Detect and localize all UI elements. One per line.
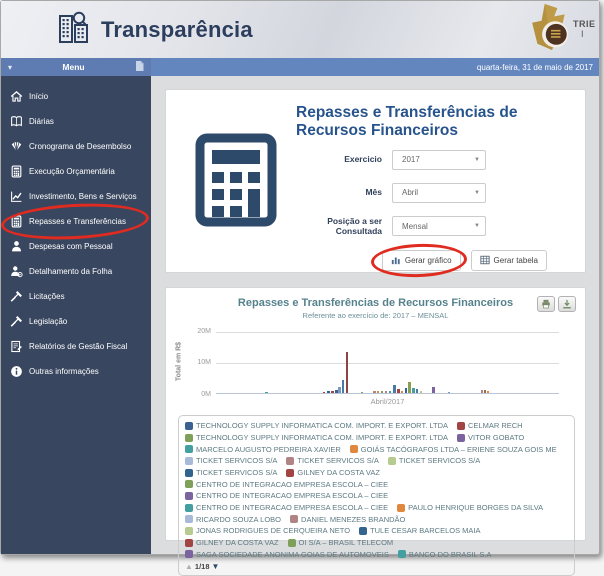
chart-bar — [323, 392, 326, 393]
generate-chart-button[interactable]: Gerar gráfico — [382, 250, 461, 271]
legend-swatch-icon — [185, 445, 193, 453]
chart-bar — [389, 391, 392, 393]
sidebar-item-label: Outras informações — [29, 367, 99, 376]
buildings-search-icon — [57, 9, 91, 50]
field-label: Posição a ser Consultada — [327, 215, 382, 237]
chart-bar — [327, 391, 330, 393]
chart-title: Repasses e Transferências de Recursos Financeiros — [237, 297, 514, 309]
chart-bar — [412, 388, 415, 393]
legend-label: TECHNOLOGY SUPPLY INFORMATICA COM. IMPORT. E EXPORT. LTDA — [196, 433, 448, 443]
legend-label: CELMAR RECH — [468, 421, 523, 431]
legend-swatch-icon — [185, 504, 193, 512]
form-title: Repasses e Transferências de Recursos Financeiros — [296, 104, 518, 139]
legend-item[interactable] — [397, 502, 543, 513]
legend-label: MARCELO AUGUSTO PEDREIRA XAVIER — [196, 444, 341, 454]
menu-title: Menu — [62, 62, 85, 72]
legend-label: TICKET SERVICOS S/A — [297, 456, 379, 466]
legend-swatch-icon — [290, 515, 298, 523]
legend-swatch-icon — [185, 515, 193, 523]
legend-label: PAULO HENRIQUE BORGES DA SILVA — [408, 502, 544, 512]
sidebar-item-despesas-com-pessoal[interactable] — [1, 234, 151, 259]
org-logo-text: TRIE I — [573, 18, 596, 39]
chart-bar — [331, 391, 334, 393]
main-content — [151, 76, 599, 571]
legend-item[interactable] — [185, 420, 448, 431]
query-form-panel — [165, 89, 586, 273]
sidebar-header[interactable] — [1, 58, 151, 76]
print-chart-button[interactable] — [537, 296, 555, 312]
chart-bar — [361, 392, 364, 393]
chart-plot — [197, 328, 559, 398]
select-arrow-icon: ▼ — [474, 156, 480, 163]
legend-label: TICKET SERVICOS S/A — [196, 456, 278, 466]
chart-bar — [377, 391, 380, 393]
legend-item[interactable] — [185, 490, 388, 501]
legend-swatch-icon — [288, 539, 296, 547]
sidebar-item-outras-informacoes[interactable] — [1, 359, 151, 384]
legend-item[interactable] — [398, 549, 492, 560]
legend-swatch-icon — [185, 539, 193, 547]
table-icon — [480, 255, 490, 265]
legend-swatch-icon — [286, 469, 294, 477]
calculator-icon — [176, 102, 296, 271]
legend-label: DANIEL MENEZES BRANDÃO — [301, 514, 406, 524]
legend-item[interactable] — [359, 525, 480, 536]
legend-label: CENTRO DE INTEGRACAO EMPRESA ESCOLA – CIEE — [196, 502, 389, 512]
sidebar-item-label: Cronograma de Desembolso — [29, 142, 132, 151]
chevron-down-icon[interactable]: ▾ — [8, 62, 13, 72]
legend-item[interactable] — [457, 420, 523, 431]
legend-swatch-icon — [398, 550, 406, 558]
y-axis-label: Total em R$ — [175, 341, 183, 382]
chart-bar — [401, 391, 404, 393]
printer-icon — [541, 299, 551, 309]
info-icon — [10, 365, 23, 378]
legend-swatch-icon — [397, 504, 405, 512]
gavel-icon — [10, 290, 23, 303]
legend-item[interactable] — [185, 479, 388, 490]
sidebar-item-repasses-e-transferencias[interactable] — [1, 209, 151, 234]
sidebar-item-label: Legislação — [29, 317, 68, 326]
chart-bar — [338, 387, 341, 393]
legend-label: GILNEY DA COSTA VAZ — [297, 467, 380, 477]
current-date: quarta-feira, 31 de maio de 2017 — [476, 62, 593, 72]
org-logo — [529, 2, 603, 57]
legend-swatch-icon — [457, 422, 465, 430]
chart-panel — [165, 287, 586, 571]
sidebar-item-execucao-orcamentaria[interactable] — [1, 159, 151, 184]
legend-label: VITOR GOBATO — [468, 433, 525, 443]
legend-swatch-icon — [286, 457, 294, 465]
legend-item[interactable] — [185, 455, 277, 466]
sidebar-item-licitacoes[interactable] — [1, 284, 151, 309]
legend-item[interactable] — [185, 525, 350, 536]
legend-label: TULE CESAR BARCELOS MAIA — [370, 526, 481, 536]
legend-item[interactable] — [185, 432, 448, 443]
select-value: Abril — [402, 188, 419, 198]
legend-label: TECHNOLOGY SUPPLY INFORMATICA COM. IMPORT. E EXPORT. LTDA — [196, 421, 448, 431]
sidebar-item-label: Início — [29, 92, 49, 101]
legend-label: JONAS RODRIGUES DE CERQUEIRA NETO — [196, 526, 351, 536]
legend-swatch-icon — [185, 457, 193, 465]
legend-swatch-icon — [185, 434, 193, 442]
y-tick: 0M — [201, 391, 211, 398]
form-row-posicao-a-ser-consultada — [296, 216, 575, 237]
select-value: 2017 — [402, 155, 420, 165]
legend-item[interactable] — [185, 537, 279, 548]
legend-swatch-icon — [457, 434, 465, 442]
report-icon — [10, 340, 23, 353]
field-label: Exercicio — [344, 154, 382, 165]
y-tick: 10M — [197, 359, 211, 366]
sidebar-item-label: Diárias — [29, 117, 54, 126]
chart-bar — [487, 391, 490, 393]
legend-pager — [185, 561, 568, 572]
book-icon — [10, 115, 23, 128]
sidebar-item-label: Investimento, Bens e Serviços — [29, 192, 137, 201]
chart-bar — [373, 391, 376, 393]
legend-item[interactable] — [185, 444, 341, 455]
chart-subtitle: Referente ao exercício de: 2017 – MENSAL — [302, 311, 449, 320]
app-header — [1, 1, 599, 58]
legend-label: TICKET SERVICOS S/A — [398, 456, 481, 466]
download-chart-button[interactable] — [558, 296, 576, 312]
legend-item[interactable] — [185, 549, 389, 560]
legend-page-down-icon[interactable]: ▼ — [211, 561, 220, 571]
legend-label: CENTRO DE INTEGRACAO EMPRESA ESCOLA – CIEE — [196, 479, 389, 489]
chart-bar — [408, 382, 411, 393]
y-tick: 20M — [197, 328, 211, 335]
sidebar-item-label: Repasses e Transferências — [29, 217, 126, 226]
legend-label: BANCO DO BRASIL S.A — [408, 549, 492, 559]
sidebar-item-cronograma-de-desembolso[interactable] — [1, 134, 151, 159]
chart-bar — [346, 352, 349, 393]
sidebar-item-label: Relatórios de Gestão Fiscal — [29, 342, 128, 351]
legend-page-up-icon[interactable]: ▲ — [185, 561, 193, 571]
legend-swatch-icon — [359, 527, 367, 535]
legend-item[interactable] — [350, 444, 557, 455]
mes-select[interactable] — [392, 183, 486, 203]
form-row-mes — [296, 183, 575, 203]
x-axis-label: Abril/2017 — [370, 397, 405, 406]
chart-bar — [393, 385, 396, 393]
chart-legend — [178, 415, 575, 576]
exercicio-select[interactable] — [392, 150, 486, 170]
chart-bar — [416, 389, 419, 393]
chart-bar — [405, 388, 408, 393]
form-fields — [296, 150, 575, 237]
chart-bar — [420, 391, 423, 393]
sidebar-item-investimento-bens-e-servicos[interactable] — [1, 184, 151, 209]
legend-item[interactable] — [286, 467, 380, 478]
sidebar-item-detalhamento-da-folha[interactable] — [1, 259, 151, 284]
chart-line-icon — [10, 190, 23, 203]
page-title: Transparência — [101, 16, 253, 42]
legend-swatch-icon — [185, 422, 193, 430]
sidebar-item-label: Execução Orçamentária — [29, 167, 115, 176]
legend-label: GILNEY DA COSTA VAZ — [196, 537, 279, 547]
sidebar-item-label: Despesas com Pessoal — [29, 242, 113, 251]
posicao-a-ser-consultada-select[interactable] — [392, 216, 486, 236]
legend-swatch-icon — [185, 469, 193, 477]
legend-item[interactable] — [286, 455, 378, 466]
sidebar-item-diarias[interactable] — [1, 109, 151, 134]
generate-table-button[interactable]: Gerar tabela — [471, 250, 547, 271]
calculator-icon — [10, 165, 23, 178]
download-icon — [562, 299, 572, 309]
legend-label: OI S/A – BRASIL TELECOM — [298, 537, 394, 547]
legend-swatch-icon — [185, 492, 193, 500]
legend-item[interactable] — [185, 514, 281, 525]
legend-label: CENTRO DE INTEGRACAO EMPRESA ESCOLA – CIEE — [196, 491, 389, 501]
sidebar-item-relatorios-de-gestao-fiscal[interactable] — [1, 334, 151, 359]
chart-bar — [342, 380, 345, 393]
select-value: Mensal — [402, 221, 428, 231]
legend-label: RICARDO SOUZA LOBO — [196, 514, 282, 524]
chart-bar — [397, 389, 400, 393]
sidebar-item-legislacao[interactable] — [1, 309, 151, 334]
select-arrow-icon: ▼ — [474, 223, 480, 230]
chart-bar — [385, 391, 388, 393]
chart-area — [175, 328, 559, 406]
legend-item[interactable] — [457, 432, 524, 443]
brand — [1, 9, 253, 50]
person-gear-icon — [10, 265, 23, 278]
chart-bar — [448, 392, 451, 393]
bar-chart-icon — [391, 255, 401, 265]
topbar — [1, 58, 599, 76]
fan-icon — [10, 140, 23, 153]
gavel-icon — [10, 315, 23, 328]
chart-bar — [265, 392, 268, 393]
sidebar-item-inicio[interactable] — [1, 84, 151, 109]
sidebar-menu — [1, 76, 151, 554]
legend-swatch-icon — [185, 550, 193, 558]
legend-swatch-icon — [185, 480, 193, 488]
person-icon — [10, 240, 23, 253]
chart-bar — [432, 387, 435, 394]
select-arrow-icon: ▼ — [474, 189, 480, 196]
chart-bar — [381, 391, 384, 393]
legend-item[interactable] — [185, 467, 277, 478]
legend-swatch-icon — [388, 457, 396, 465]
legend-label: SAGA SOCIEDADE ANONIMA GOIAS DE AUTOMOVEIS — [196, 549, 389, 559]
legend-item[interactable] — [388, 455, 480, 466]
home-icon — [10, 90, 23, 103]
form-row-exercicio — [296, 150, 575, 170]
sidebar-item-label: Licitações — [29, 292, 65, 301]
legend-page-indicator: 1/18 — [194, 561, 210, 571]
legend-item[interactable] — [185, 502, 388, 513]
legend-swatch-icon — [185, 527, 193, 535]
legend-item[interactable] — [288, 537, 394, 548]
sidebar-item-label: Detalhamento da Folha — [29, 267, 113, 276]
legend-swatch-icon — [350, 445, 358, 453]
page-icon[interactable] — [135, 61, 144, 73]
legend-label: TICKET SERVICOS S/A — [196, 467, 278, 477]
date-bar — [151, 58, 599, 76]
legend-item[interactable] — [290, 514, 405, 525]
field-label: Mês — [365, 187, 382, 198]
calculator-icon — [10, 215, 23, 228]
legend-label: GOIÁS TACÓGRAFOS LTDA – ERIENE SOUZA GOIS ME — [360, 444, 557, 454]
tc-gold-emblem-icon — [529, 2, 573, 57]
